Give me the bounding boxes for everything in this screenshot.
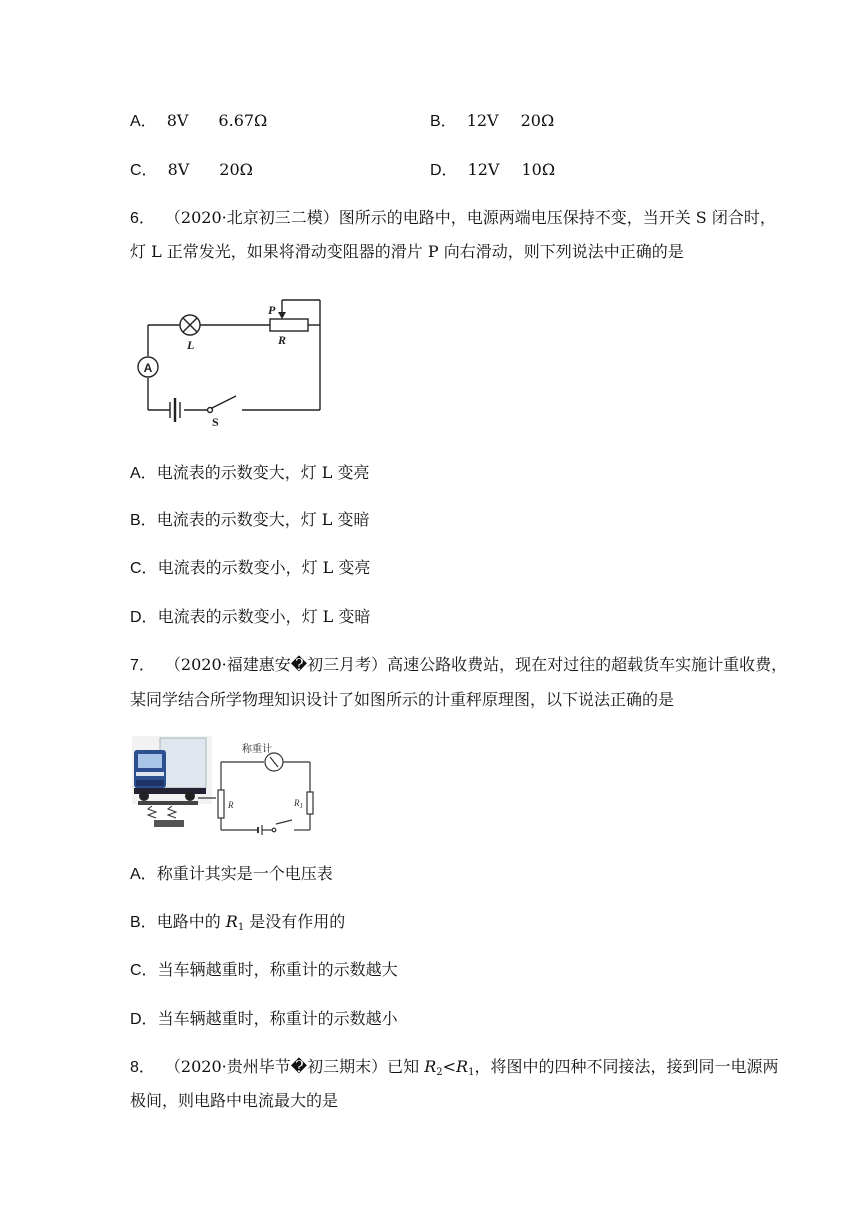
resistor-subscript: 1	[237, 922, 245, 933]
q7-weighing-diagram	[130, 732, 320, 842]
question-number: 7．	[130, 657, 155, 674]
q7-option-c	[130, 960, 398, 981]
option-voltage: 8V	[167, 160, 190, 179]
r1-symbol: R	[456, 1057, 469, 1076]
option-voltage: 12V	[466, 111, 499, 130]
q7-stem-line1	[130, 655, 787, 676]
question-text-post: ，将图中的四种不同接法，接到同一电源两	[474, 1057, 779, 1076]
option-label: C．	[130, 962, 158, 979]
option-text-post: 是没有作用的	[244, 912, 346, 931]
q8-stem-line1	[130, 1057, 778, 1083]
q6-option-a	[130, 463, 370, 484]
option-label: A．	[130, 113, 157, 130]
q7-stem-line2	[130, 690, 674, 710]
q6-stem-line1	[130, 208, 776, 229]
r1-label: $R_1$	[294, 798, 303, 810]
option-resistance: 20Ω	[219, 160, 253, 179]
question-text: （2020·北京初三二模）图所示的电路中，电源两端电压保持不变，当开关 S 闭合时，	[164, 208, 776, 227]
resistor-symbol: R	[225, 912, 238, 931]
q7-option-d	[130, 1009, 398, 1030]
question-text-pre: （2020·贵州毕节�初三期末）已知	[164, 1057, 425, 1076]
option-text: 电流表的示数变大，灯 L 变暗	[156, 510, 370, 529]
option-resistance: 20Ω	[520, 111, 555, 130]
option-label: D．	[430, 162, 458, 179]
option-label: A．	[130, 866, 157, 883]
option-text: 电流表的示数变小，灯 L 变亮	[157, 558, 371, 577]
r-label: R	[228, 800, 234, 810]
option-label: C．	[130, 560, 158, 577]
option-text: 当车辆越重时，称重计的示数越小	[157, 1009, 398, 1028]
q7-option-a	[130, 864, 333, 885]
option-voltage: 8V	[166, 111, 189, 130]
q5-option-d	[430, 160, 555, 181]
option-label: B．	[130, 512, 157, 529]
q5-option-a	[130, 111, 267, 132]
question-text: （2020·福建惠安�初三月考）高速公路收费站，现在对过往的超载货车实施计重收费，	[164, 655, 788, 674]
q8-stem-line2	[130, 1091, 338, 1111]
option-text: 电流表的示数变大，灯 L 变亮	[156, 463, 370, 482]
ammeter-label: A	[143, 361, 153, 375]
option-label: B．	[430, 113, 457, 130]
q6-option-b	[130, 510, 370, 531]
rheostat-label: R	[278, 333, 287, 347]
option-voltage: 12V	[467, 160, 500, 179]
question-number: 8．	[130, 1059, 155, 1076]
option-label: D．	[130, 609, 158, 626]
q7-option-b	[130, 912, 345, 938]
slider-label: P	[268, 303, 276, 317]
option-label: A．	[130, 465, 157, 482]
r2-symbol: R	[424, 1057, 437, 1076]
q6-circuit-diagram	[130, 292, 330, 432]
lamp-label: L	[187, 338, 195, 352]
q6-option-d	[130, 607, 370, 628]
option-resistance: 10Ω	[521, 160, 556, 179]
q6-option-c	[130, 558, 370, 579]
option-label: D．	[130, 1011, 158, 1028]
meter-label: 称重计	[242, 744, 272, 755]
question-text: 灯 L 正常发光，如果将滑动变阻器的滑片 P 向右滑动，则下列说法中正确的是	[130, 242, 684, 261]
q6-stem-line2	[130, 242, 684, 262]
option-label: B．	[130, 914, 157, 931]
option-label: C．	[130, 162, 158, 179]
option-text: 称重计其实是一个电压表	[156, 864, 333, 883]
question-text: 某同学结合所学物理知识设计了如图所示的计重秤原理图，以下说法正确的是	[130, 690, 675, 709]
option-text-pre: 电路中的	[156, 912, 226, 931]
option-text: 电流表的示数变小，灯 L 变暗	[157, 607, 371, 626]
question-text: 极间，则电路中电流最大的是	[130, 1091, 339, 1110]
switch-label: S	[212, 415, 219, 429]
q5-option-c	[130, 160, 253, 181]
r1-subscript: 1	[468, 1067, 475, 1078]
option-text: 当车辆越重时，称重计的示数越大	[157, 960, 398, 979]
option-resistance: 6.67Ω	[218, 111, 268, 130]
r2-subscript: 2	[436, 1067, 443, 1078]
less-than-sign: <	[442, 1057, 457, 1076]
question-number: 6．	[130, 210, 155, 227]
q5-option-b	[430, 111, 554, 132]
truck-image	[132, 736, 212, 805]
